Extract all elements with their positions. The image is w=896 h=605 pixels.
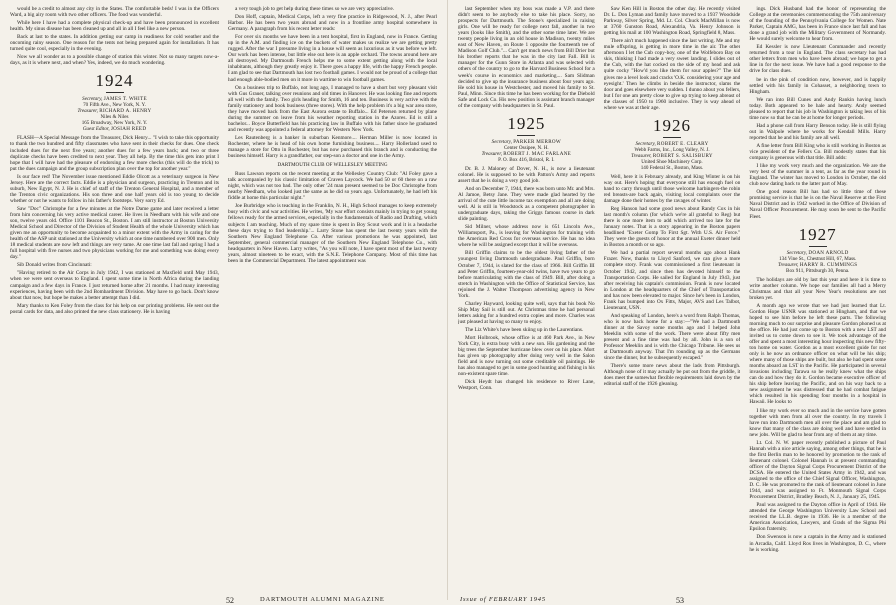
- paragraph: Russ Lawson reports on the recent meeting at the Wellesley Country Club: "Al Foley gave a talk accompanied by his classic limitation of Craven Laycock. We had 50 or 60 there on a raw night, which was not too bad. The only other '24 man present seemed to be Doc Christophe from nearby Needham, who looked just the same as he did so years ago. Unfortunately, he had left his fiddle at home this particular night.": [228, 171, 437, 202]
- paragraph: Dr. B. J. Maloney of Dover, N. H., is now a lieutenant colonel. He is supposed to be with Patton's Army and reports assert that he is doing a very good job.: [458, 165, 595, 184]
- officer-role: Secretary,: [82, 96, 103, 103]
- right-page: [448, 0, 896, 605]
- paragraph: I like my work ever so much and in the service have gotten together with men from all over the country. In my travels I have run into Dartmouth men all over the place and am glad to know that many of the class are doing well and have settled in new jobs. Will be glad to hear from any of them at any time.: [749, 407, 887, 438]
- paragraph: A month ago we wrote that we had just learned that Lt. Gordon Hope USNR was stationed at Hingham, and that we hoped to see him before he left these parts. The following morning much to our surprise and pleasure Gordon phoned us at the office. He had just come up to Boston with a new LST and invited us to come down to see it. We took advantage of the offer and spent a most interesting hour inspecting this new fifty-ton home on water. Gordon as a most excellent guide for not only is he now an ordnance officer on what will be his ship; where many of those ships are built, but also he had spent some months aboard an LST in the Pacific. He participated in several invasions including Tarawa so he really knew what the ships can do and how they do it. Gordon became executive officer of his ship before leaving the Pacific, and on his way back to a new assignment he was distressed that he had combat fatigue which resulted in his spending four months in a hospital in Hawaii. He looks to: [749, 302, 887, 406]
- paragraph: Lt. Col. N. W. paper recently published a picture of Paul Hannah with a nice article saying, among other things, that he is the first Berlin man to be honored by promotion to the rank of lieutenant colonel. Colonel Hannah is at present commanding officer of the Dayton Signal Corps Procurement District of the DCSA. He entered the United States Army in 1942, and was assigned to the office of the Chief Signal Officer, Washington, D. C. He was promoted to the rank of lieutenant colonel in June 1944, and was assigned to Ft. Monmouth Signal Corps Procurement District, Bradley Beach, N. J., January 25, 1945.: [749, 439, 887, 501]
- issue-date: Issue of FEBRUARY 1945: [460, 596, 546, 603]
- officer-role: Treasurer,: [777, 261, 799, 268]
- officer-address: 165 Broadway, New York, N. Y.: [81, 120, 148, 127]
- paragraph: Mort Holbrook, whose office is at 460 Park Ave., in New York City, is extra busy with a new son. His gardening and the big trees the September hurricane blew over on his place. Mort has given up photography after doing very well in the Salon field and is now turning out some creditable oil paintings. He has also managed to get in some good hunting and fishing in his non-existent spare time.: [458, 335, 595, 378]
- officer-name: JOSIAH REED: [110, 126, 147, 133]
- left-column-1: [10, 6, 219, 582]
- subheading: DARTMOUTH CLUB OF WELLESLEY MEETING: [277, 162, 388, 169]
- paragraph: Saw "Doc" Christophe for a few minutes at the Notre Dame game and later received a letter from him concerning his very active medical career. He lives in Needham with his wife and one son, twelve years old. Office 1101 Beacon St., Boston. I am still instructor at Boston University Medical School and Director of the Division of Student Health of the whole University which has given me an opportunity to become acquainted to a minor extent with the Army in caring for the health of the ASP unit stationed at the University which at one time numbered over 900 men. Only 18 medical students are now left and things are very tame. At one time last fall and spring I had a full hospital with five nurses and two physicians working for me and something was doing every day.": [10, 205, 219, 261]
- right-column-1: [458, 6, 595, 582]
- paragraph: Charley Hayward, looking quite well, says that his book No Ship May Sail is still out. At Christmas time he had personal letters asking for a hundred extra copies and more. Charles was just pleased at having so many to enjoy.: [458, 300, 595, 325]
- officer-name: JAMES T. WHITE: [103, 96, 147, 103]
- divider: [517, 135, 535, 136]
- paragraph: Dick Heydt has changed his residence to River Lane, Westport, Conn.: [458, 379, 595, 392]
- paragraph: The Liz White's have been skiing up in the Laurentians.: [465, 326, 584, 333]
- divider: [106, 92, 124, 93]
- paragraph: We had a partial report several months ago about Hank Frazer. Now, thanks to Lloyd Sanford, we can give a more complete story. Frank was commissioned a first lieutenant in October 1942, and since then has devoted himself to the Transportation Corps. He sailed for England in July 1943, just after receiving his captain's commission. Frank is now located in London at the headquarters of the Chief of Transportation and has now been elevated to major. Since he's been in London, Frank has bumped into Ox Fitts, Major, AVS and Les Talbot, Lieutenant, USN.: [603, 250, 741, 311]
- paragraph: Don Swenson is now a captain in the Army and is stationed in Arcadia, Calif. Lloyd Ros lives in Washington, D. C., where he is working.: [749, 534, 887, 553]
- officer-name: HARRY R. CUMMINGS: [799, 261, 858, 268]
- paragraph: Joe Burbridge who is teaching in the Franklin, N. H., High School manages to keep extremely busy with civic and war activities. He writes, 'My war effort consists mainly in trying to get young fellows ready for the armed services, especially in the fundamentals of Radio and Drafting, which subjects I am teaching. Much of my spare time is spent in Boy Scout work and it is a headache these days trying to find leadership.'... Larry Stone has spent the last twenty years with the Southern New England Telephone Co. After various promotions he was appointed, last September, general commercial manager of the Southern New England Telephone Co., with headquarters in New Haven. Larry writes, "As you will note, I have spent most of the last twenty years, almost nineteen to be exact, with the S.N.E. Telephone Company. Most of this time has been in the Commercial Department. The latest appointment was: [228, 203, 437, 264]
- masthead: DARTMOUTH ALUMNI MAGAZINE: [260, 596, 385, 603]
- officer-name: ROBERT J. MAC FARLANE: [503, 150, 572, 157]
- paragraph: Mary thanks to Ken Foley from the class for his help on our printing problems. He sent out the postal cards for data, and also printed the new class stationery. He is having: [10, 302, 219, 315]
- officer-role: Treasurer,: [631, 152, 652, 159]
- officer-address: 134 Vine St., Chestnut Hill, 67, Mass.: [779, 255, 857, 262]
- page-number: 53: [676, 596, 684, 605]
- officer-role: Secretary,: [491, 138, 512, 145]
- officer-firm: United Shoe Machinery Corp.: [641, 158, 703, 165]
- paragraph: Bill Griffin claims to be the oldest living father of the youngest living Dartmouth undergraduate. Paul Griffin, born October 7, 1944, is slated for the class of 1966. Bill Griffin III and Peter Griffin, fourteen-year-old twins, have two years to go before matriculating with the class of 1949. Bill, after doing a stretch in Washington with the Office of Statistical Service, has rejoined the J. Walter Thompson advertising agency in New York.: [458, 250, 595, 299]
- paragraph: Les Rautenberg is a banker in suburban Kenmore.... Herman Miller is now located in Rochester, where he is head of his own home furnishing business.... Harry Hollerland used to manage a store for Otto in Rochester, but has now purchased this branch and is conducting the business himself. Harry is a grandfather, our step-son a doctor and one in the Army.: [228, 134, 437, 160]
- class-officers-1925: [458, 139, 595, 163]
- officer-address: Box 911, Pittsburgh 30, Penna.: [786, 267, 850, 274]
- class-year-heading: 1927: [798, 224, 837, 244]
- class-officers-1924: [10, 96, 219, 132]
- officer-address: Center Ossipee, N. H.: [503, 144, 549, 151]
- paragraph: Had a phone call from Harry Benson today. He is still flying out in Walpole where he works for Kendall Mills. Harry reported that he and his family are all well.: [749, 122, 887, 141]
- right-column-2: [604, 6, 741, 582]
- officer-address: 70 Fifth Ave., New York, N. Y.: [83, 102, 146, 109]
- paragraph: For over six months we have been in a tent hospital, first in England, now in France. Getting up in the A.M. and finding ice on the buckets of water makes us realize we are getting pretty rugged. After the war I presume living in a house will seem as luxurious as it was before we left. Our work has been intense, but little else out here is an apple orchard. The towns around here are all destroyed. My Dartmouth French helps me to some extent getting along with the local inhabitants, although they greatly enjoy it. There goes a happy life, with the happy French people. I am glad to see that Dartmouth has lost two football games. I would not be proud of a college that had enough able-bodied men on it more in wartime to win football games.: [228, 34, 437, 83]
- paragraph: And speaking of London, here's a word from Ralph Thomas, who is now back home for a stay:—"We had a Dartmouth dinner at the Savoy some months ago and I helped John Meeklin with some of the work. There were about fifty men present and a fine time was had by all. John is a son of Professor Meeklin and is with the Chicago Tribune. He sees us at Dartmouth anyway. That I'm rounding up as the Germans since the dinner, but he subsequently escaped.": [603, 312, 741, 362]
- officer-address: 140 Federal St., Boston, Mass.: [640, 164, 704, 171]
- paragraph: FLASH—A Special Message from the Treasurer, Dick Henry... "I wish to take this opportunity to thank the two hundred and fifty classmates who have sent in their checks for dues. One check included dues for the next five years; another dues for a few years back; and two or three duplicate checks have been credited to next year. They all help. By the time this gets into print I hope that I will have had the pleasure of endorsing a few more checks (this will do the trick) to put the dues campaign and the group subscription plan over the top for another year.": [10, 135, 219, 172]
- paragraph: There's some more news about the lads from Pittsburgh. Although none of it may actually be put out from the griddle, it does meet the somewhat flexible requirements laid down by the editorial staff of the 1926 gleaning.: [603, 363, 741, 388]
- divider: [809, 246, 827, 247]
- paragraph: There ain't much happened since the last writing. Me and my mule offspring, is getting in more time in the air. The other afternoon I let the Cub copy-boy, one of the Wolfeboro Bay on skis, thinking I had made a very sweet landing. I slides out of the Cub, with the hat cocked on the side of my head and ask quite cocky "How'd you like them for sour apples?" The kid gives me a level look and cracks 'O.K. considering your age and eyesight.' Then he climbs in beside the instructor, slams the door and goes elsewhere very sudden. I dunno about you fellers, but I for one am pretty close to give up trying to keep abreast of the classes of 1950 to 1960 inclusive. They is way ahead of where we was at their age.: [603, 38, 741, 111]
- class-year-heading: 1925: [507, 113, 546, 133]
- paragraph: Saw Ken Hill in Boston the other day. He recently visited Dr. L. Don Lyman and family have moved to a 1937 Woodside Parkway, Silver Spring, Md. Lt. Col. Chuck MacMillan is now at 3760 Gunston Road, Alexandria, Va. Henry Johnson is getting his mail at 100 Washington Road, Springfield 8, Mass.: [603, 6, 741, 37]
- paragraph: be in the pink of condition now, however, and is happily settled with his family in Cohasset, a neighboring town to Hingham.: [749, 76, 887, 95]
- paragraph: We ran into Bill Cunes and Andy Rankin having lunch today. Both appeared to be hale and hearty. Andy seemed pleased to report that his job in Washington is taking less of his time now so that he can be at home for longer periods.: [749, 96, 887, 121]
- paragraph: Reg Hanson had some good news about Randy Cox in his last month's column (for which we're all grateful to Reg) but there is one more item to add which arrived too late for the January notes. That is a story appearing in the Boston papers headlined "Exeter Gomp To First Sgt. With U.S. Air Force." They were the guests of honor at the annual Exeter dinner held in Boston a month or so ago.: [603, 206, 741, 249]
- paragraph: While here I have had a complete physical check-up and have been pronounced in excellent health. My sinus disease has been cleaned up and all in all I feel like a new person.: [10, 20, 219, 33]
- officer-role: Secretary,: [635, 140, 656, 147]
- paragraph: One good reason Bill has had so little time of these promising service is that he is on the Naval Reserve at the First Naval District and in 1942 worked in the Office of Division of Naval Officer Procurement. He may soon be sent to the Pacific Fleet.: [749, 189, 887, 220]
- paragraph: I like my work very much and the organization. We are the very best of the summer in a tent, as far as the year round in England. The winter has moved to London in October, the old club now dating back to the latter part of May.: [749, 163, 887, 188]
- officer-address: P. O. Box 416, Bristol, R. I.: [498, 156, 555, 163]
- officer-address: Webb Farms, Inc., Long Valley, N. J.: [634, 146, 710, 153]
- paragraph: Sib Donald writes from Cincinnati:: [17, 262, 92, 269]
- left-column-2: [228, 6, 437, 582]
- officer-firm: Niles & Niles: [100, 114, 129, 121]
- officer-name: RICHARD A. HENRY: [99, 108, 152, 115]
- paragraph: A fine letter from Bill King who is still working in Boston as vice president of the Fellers Co. Bill modestly states that his company is generous with that title. Bill adds:: [749, 142, 887, 162]
- class-officers-1927: [749, 250, 886, 274]
- paragraph: Is our face red! The November issue mentioned Eddie Olcott as a veterinary surgeon in New Jersey. Here are the correct facts. Eddie is a physician and surgeon, practicing in Trenton and its suburb, New Egypt, N. J. He is chief of staff of the Trenton General Hospital, and a member of the Trenton civic organizations. His son three and one half years old is too young to decide whether or not he wants to follow in his father's footsteps. Very sorry Ed.: [10, 173, 219, 204]
- paragraph: would be a credit to almost any city in the States. The comfortable beds! I was in the Officers Ward, a big airy room with two other officers. The food was wonderful.: [10, 6, 219, 19]
- paragraph: Now we all wonder as to a possible change of station this winter. Not so many targets now-a-days, as it is where next, and when? Yes, indeed, we do much wondering.: [10, 54, 219, 67]
- officer-role: Treasurer,: [77, 108, 98, 115]
- paragraph: last September when my boss was made a V.P. and there didn't seem to be anybody else to take his place. Sorry, no prospects for Dartmouth. The Stone's specialized in raising girls. One will be ready for college next fall, another in two years (looks like Smith), and the other some time later. We are twenty people living in an old house in Madison, twenty miles east of New Haven, on Route 1 opposite the fourteenth tee of Madison Golf Club."... Can't get much news from Bill Drier but his brother reports that he was in the city last Fall. Bill is manager for the Gunn Store in Atlanta and was selected with others of the country to go to the Harvard Business School for a week's course in economics and marketing.... Sam Slidman decided to give up the insurance business about four years ago. He sold his house in Westchester, and moved his family to St. Paul, Minn. Since this time he has been working for the Diebold Safe and Lock Co. His new position is assistant branch manager of the company with headquarters in St. Paul.: [458, 6, 595, 109]
- class-year-heading: 1924: [95, 71, 134, 91]
- officer-role: Guest Editor,: [82, 126, 110, 133]
- paragraph: And on December 7, 1944, there was born unto Mr. and Mrs. Al Jamoe, Betsy Jane. They were made glad hearted by the arrival of the cute little income tax exemption and all are doing well. Al is still in Woodstock as a competent photographer in undergraduate days, taking the Griggs famous course in dark slide painting.: [458, 185, 595, 223]
- paragraph: Sid Milner, whose address now is 651 Lincoln Ave., Williamsport, Pa., is leaving for Washington for training with the American Red Cross for overseas service. He has no idea where he will be assigned except that it will be overseas.: [458, 224, 595, 249]
- paragraph: "Having retired to the Air Corps in July 1942, I was stationed at Maxfield until May 1943, when we were sent overseas to England. I spent some time in North Africa during the landing campaign and a few days in France. I just returned home after 21 months. I had many interesting experiences, having been with the 2nd Bombardment Division. May have to go back. Don't know about that now, but hope be makes a better attempt than I did.: [10, 270, 219, 301]
- class-officers-1926: [604, 141, 741, 171]
- page-number: 52: [226, 596, 234, 605]
- officer-name: ROBERT E. CLEARY: [657, 140, 709, 147]
- paragraph: The holidays are old by last this year and here it is time to write another column. We hope our families all had a Merry Christmas and that all your New Year's resolutions are not broken yet.: [749, 276, 887, 301]
- paragraph: Back at last to the states. In addition getting our camp in readiness for cold weather and the oncoming rainy season. One reason for the tents not being prepared again for installation. It has turned quite cool, especially in the evening.: [10, 34, 219, 53]
- officer-name: DOAN ARNOLD: [808, 249, 849, 256]
- right-column-3: [749, 6, 886, 582]
- officer-name: PARKER MERROW: [513, 138, 561, 145]
- officer-role: Treasurer,: [481, 150, 503, 157]
- paragraph: Paul was assigned to the Dayton office in April of 1944. He attended the George Washington University Law School and received the LL.B. degree in 1936. He is a member of the American Association, Lawyers, and Grads of the Sigma Phi Epsilon fraternity.: [749, 502, 887, 533]
- paragraph: a very tough job to get help during these times so we are very appreciative.: [235, 6, 395, 12]
- officer-name: ROBERT S. SALISBURY: [652, 152, 713, 159]
- paragraph: Don Hoff, captain, Medical Corps, left a very fine practice in Ridgewood, N. J., after Pearl Harbor. He has been two years abroad and now in a frontline army hospital somewhere in Germany. A paragraph from his recent letter reads:: [228, 14, 437, 33]
- paragraph: Well, here it is February already, and King Winter is on his way out. Here's hoping that everyone still has enough fuel on hand to carry through until those welcome harbingers-the robin red breasts-are back again, visiting local complaints over the damage done their homes by the ravages of winter.: [603, 173, 741, 204]
- class-year-heading: 1926: [653, 115, 691, 135]
- officer-role: Secretary,: [786, 249, 808, 256]
- paragraph: ings. Dick Husband had the honor of representing the College at the ceremonies commemorating the 75th anniversary of the founding of the Pennsylvania College for Women. Nate Parker, Captain AMG, has been in France since last fall and has done a grand job with the Military Government of Normandy. He would surely welcome to hear from.: [749, 6, 887, 43]
- divider: [663, 137, 681, 138]
- paragraph: Ed Kessler is now Lieutenant Commander and recently returned from a tour in England. The class secretary has had other letters from men who have been abroad; we hope to get a line in for the next issue. We have had a good response to the drive for class dues.: [749, 44, 887, 75]
- paragraph: On a business trip to Buffalo, not long ago, I managed to have a short but very pleasant visit with Gus Grauer, talking over reunions and old times in Hanover. He was looking fine and reports all well with the family. Two girls heading for Smith, 16 and ten. Business is very active with the family stationery and book business (three stores). With the help problem it's a big war area store, they have moved back from the East Aurora estate to Buffalo... Ed Petersen returned by plane during the summer on leave from his weather reporting station in the Azores. Ed is still a bachelor... Boyce Butterfield has his practicing law in Buffalo with his father since he graduated and recently was appointed a federal attorney for Western New York.: [228, 84, 437, 133]
